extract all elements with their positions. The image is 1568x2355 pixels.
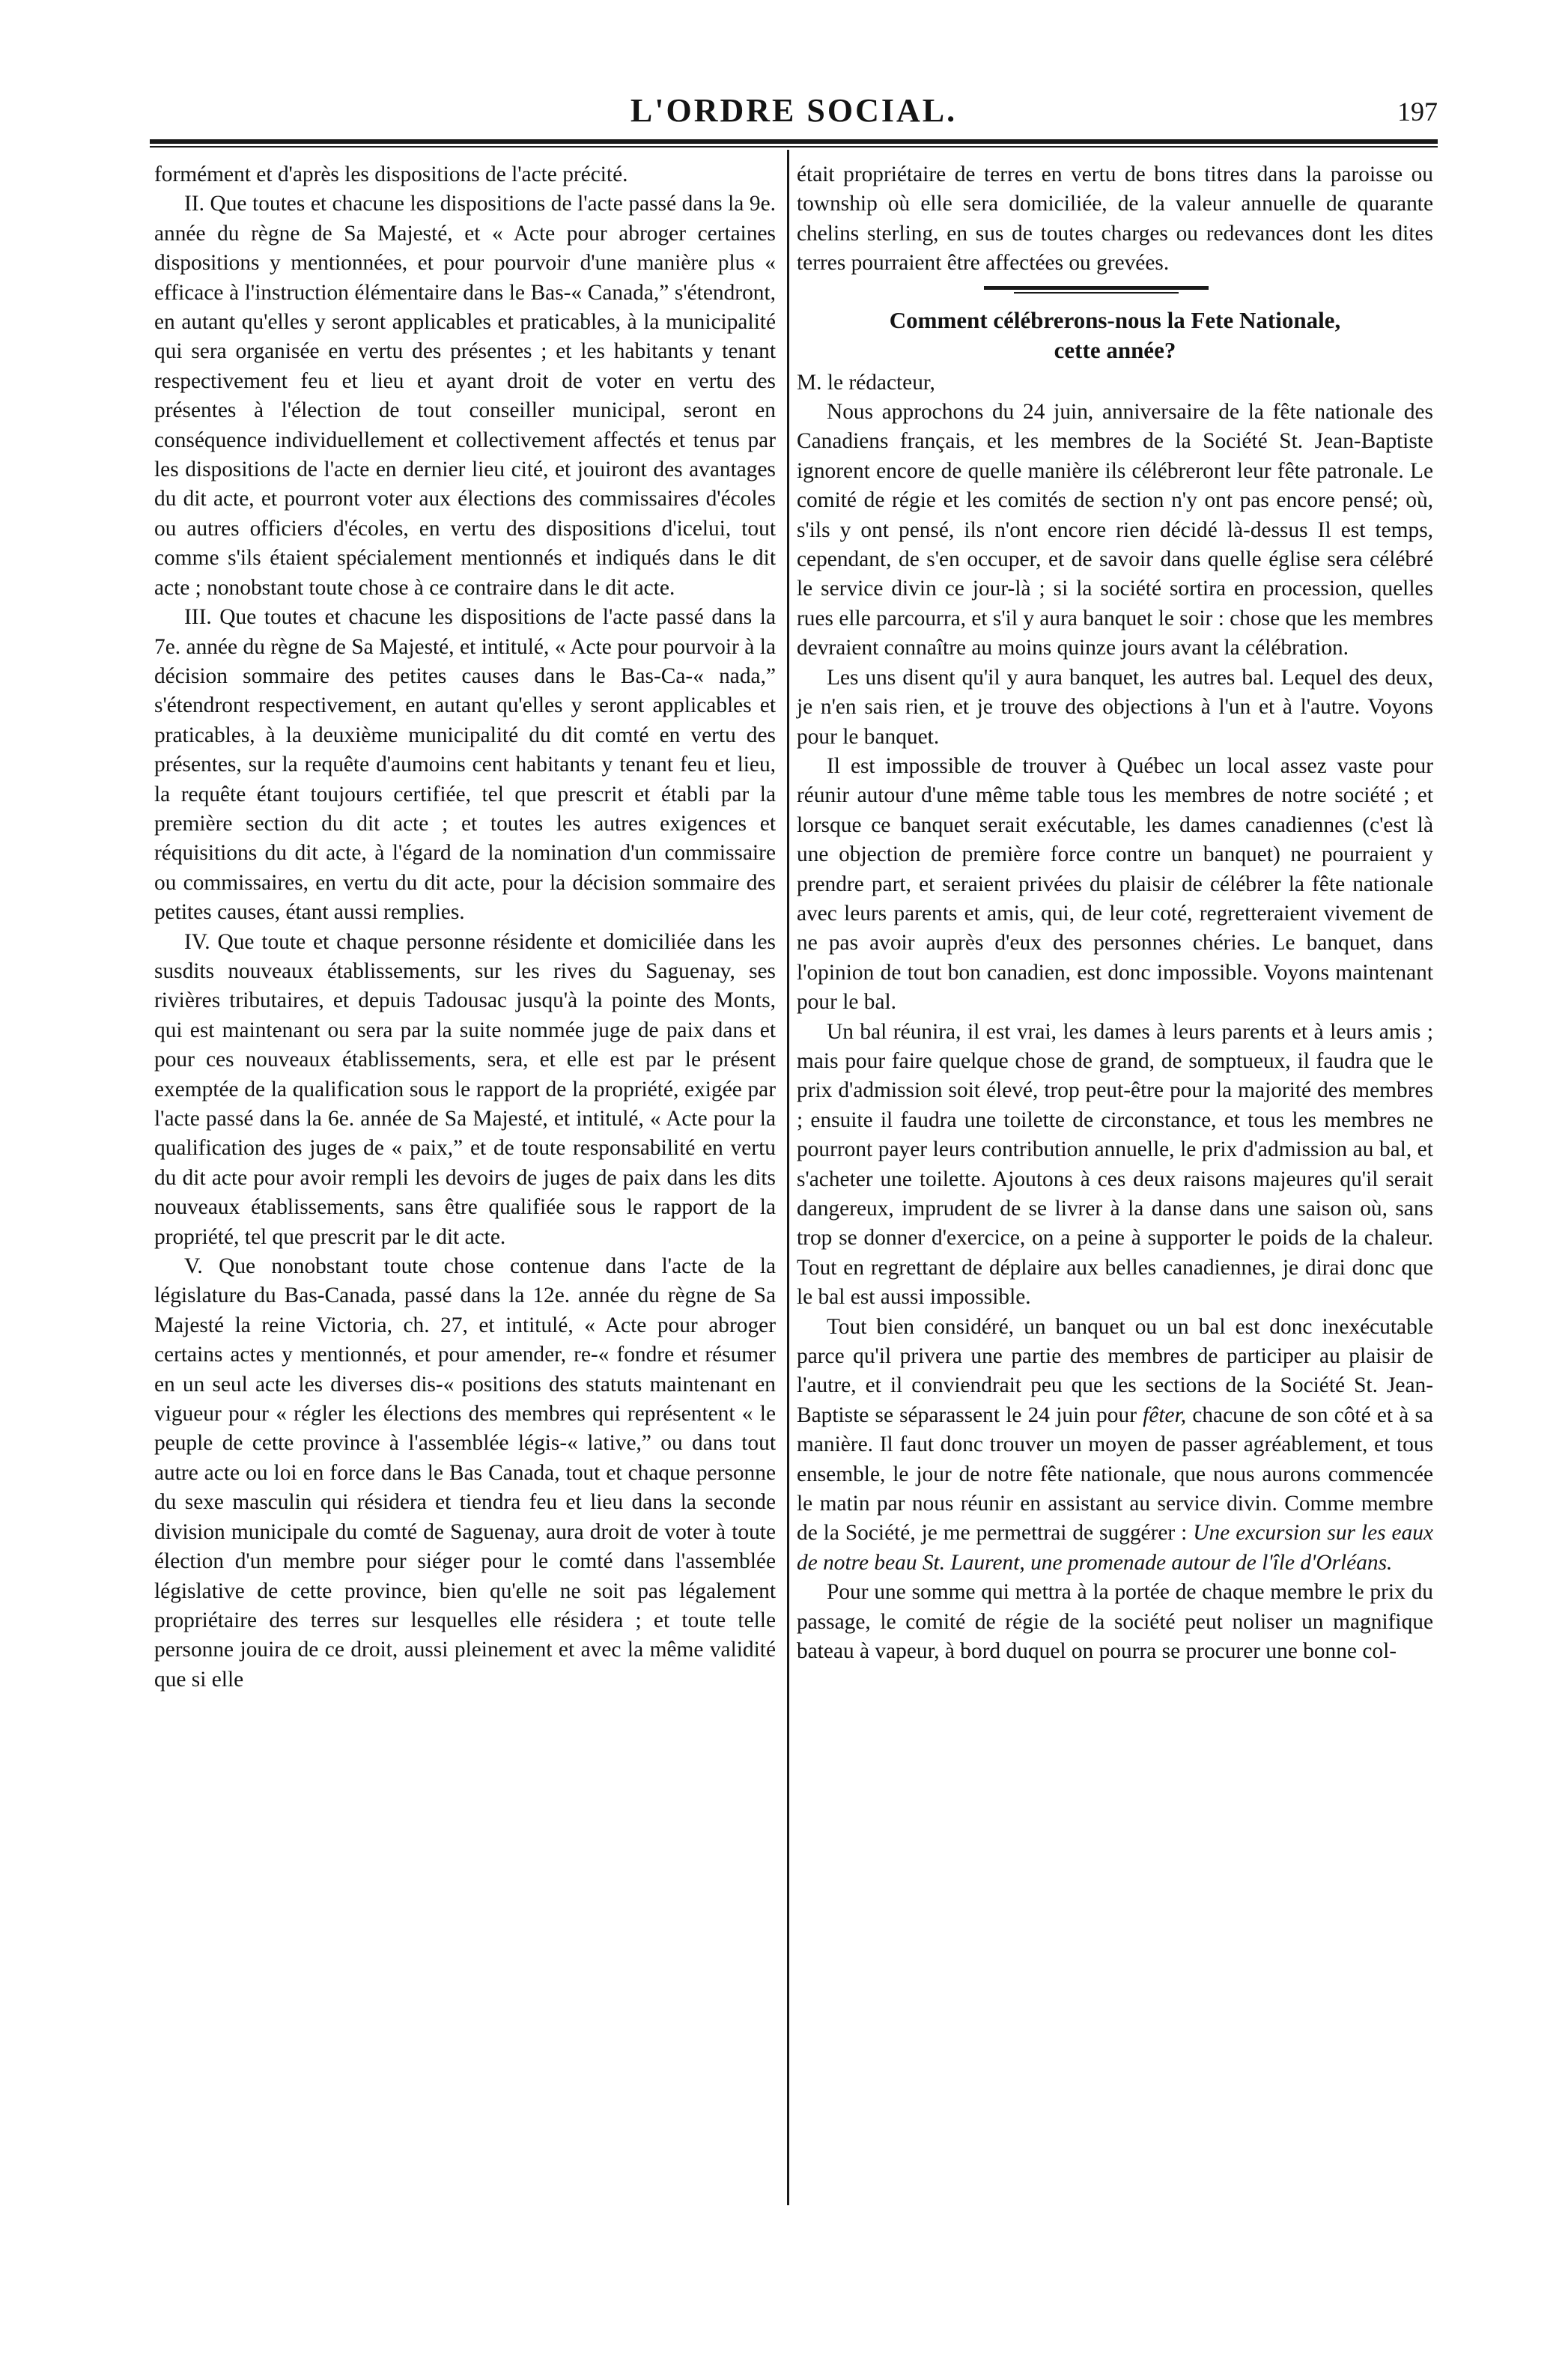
paragraph: était propriétaire de terres en vertu de bons titres dans la paroisse ou township où elle sera domiciliée, de la valeur annuelle de quarante chelins sterling, en sus de toutes charges ou redevances dont les dites terres pourraient être affectées ou grevées. <box>797 162 1433 276</box>
page-header <box>150 91 1438 136</box>
paragraph: Un bal réunira, il est vrai, les dames à leurs parents et à leurs amis ; mais pour faire quelque chose de grand, de somptueux, il faudra que le prix d'admission soit élevé, trop peut-être pour la majorité des membres ; ensuite il faudra une toilette de circonstance, et tous les membres ne pourront payer leurs contribution annuelle, le prix d'admission au bal, et s'acheter une toilette. Ajoutons à ces deux raisons majeures qu'il serait dangereux, imprudent de se livrer à la danse dans une saison où, sans trop se donner d'exercice, on a peine à supporter le poids de la chaleur. Tout en regrettant de déplaire aux belles canadiennes, je dirai donc que le bal est aussi impossible. <box>797 1019 1433 1310</box>
salutation: M. le rédacteur, <box>797 370 935 395</box>
paragraph: Les uns disent qu'il y aura banquet, les autres bal. Lequel des deux, je n'en sais rien, et je trouve des objections à l'un et à l'autre. Voyons pour le banquet. <box>797 665 1433 749</box>
paragraph-text: Tout bien considéré, un banquet ou un bal est donc inexécutable parce qu'il privera une partie des membres de participer au plaisir de l'autre, et il conviendrait peu que les sections de la Société St. Jean-Baptiste se séparassent le 24 juin pour <box>797 1314 1433 1427</box>
italic-suggestion: Une excursion sur les eaux de notre beau St. Laurent, une promenade autour de l'île d'Orléans. <box>797 1521 1433 1575</box>
paragraph: V. Que nonobstant toute chose contenue dans l'acte de la législature du Bas-Canada, passé dans la 12e. année du règne de Sa Majesté la reine Victoria, ch. 27, et intitulé, « Acte pour abroger certains actes y mentionnés, et pour amender, re-« fondre et résumer en un seul acte les diverses dis-« positions des statuts maintenant en vigueur pour « régler les élections des membres qui représentent « le peuple de cette province à l'assemblée légis-« lative,” ou dans tout autre acte ou loi en force dans le Bas Canada, tout et chaque personne du sexe masculin qui résidera et tiendra feu et lieu dans la seconde division municipale du comté de Saguenay, aura droit de voter à toute élection d'un membre pour siéger pour le comté dans l'assemblée législative de cette province, bien qu'elle ne soit pas légalement propriétaire des terres sur lesquelles elle résidera ; et toute telle personne jouira de ce droit, aussi pleinement et avec la même validité que si elle <box>154 1254 776 1692</box>
paragraph-text: chacune de son côté et à sa manière. Il faut donc trouver un moyen de passer agréablement, et tous ensemble, le jour de notre fête nationale, que nous aurons commencée le matin par nous réunir en assistant au service divin. Comme membre de la Société, je me permettrai de suggérer : <box>797 1403 1433 1546</box>
headline-line: cette année? <box>1054 336 1176 363</box>
running-title: L'ORDRE SOCIAL. <box>630 92 958 129</box>
paragraph: II. Que toutes et chacune les dispositions de l'acte passé dans la 9e. année du règne de Sa Majesté, et « Acte pour abroger certaines dispositions y mentionnées, et pour pourvoir d'une manière plus « efficace à l'instruction élémentaire dans le Bas-« Canada,” s'étendront, en autant qu'elles y seront applicables et praticables, à la municipalité qui sera organisée en vertu des présentes ; et les habitants y tenant respectivement feu et lieu et ayant droit de voter en vertu des présentes à l'élection de tout conseiller municipal, seront en conséquence individuellement et collectivement affectés et tenus par les dispositions de l'acte en dernier lieu cité, et jouiront des avantages du dit acte, et pourront voter aux élections des commissaires d'écoles ou autres officiers d'écoles, en vertu des dispositions d'icelui, tout comme s'ils étaient spécialement mentionnés et indiqués dans le dit acte ; nonobstant toute chose à ce contraire dans le dit acte. <box>154 192 776 600</box>
paragraph: Nous approchons du 24 juin, anniversaire de la fête nationale des Canadiens français, et les membres de la Société St. Jean-Baptiste ignorent encore de quelle manière ils célébreront leur fête patronale. Le comité de régie et les comités de section n'y ont pas encore pensé; où, s'ils y ont pensé, ils n'ont encore rien décidé là-dessus Il est temps, cependant, de s'en occuper, et de savoir dans quelle église sera célébré le service divin ce jour-là ; si la société sortira en procession, quelles rues elle parcourra, et s'il y aura banquet le soir : chose que les membres devraient connaître au moins quinze jours avant la célébration. <box>797 400 1433 660</box>
paragraph: Il est impossible de trouver à Québec un local assez vaste pour réunir autour d'une même table tous les membres de notre société ; et lorsque ce banquet serait exécutable, les dames canadiennes (c'est là une objection de première force contre un banquet) ne pourraient y prendre part, et seraient privées du plaisir de célébrer la fête nationale avec leurs parents et amis, qui, de leur coté, regretteraient vivement de ne pas avoir auprès d'eux des personnes chéries. Le banquet, dans l'opinion de tout bon canadien, est donc impossible. Voyons maintenant pour le bal. <box>797 753 1433 1015</box>
header-rule <box>150 139 1438 144</box>
paragraph: III. Que toutes et chacune les dispositions de l'acte passé dans la 7e. année du règne de Sa Majesté, et intitulé, « Acte pour pourvoir à la décision sommaire des petites causes dans le Bas-Ca-« nada,” s'étendront respectivement, en autant qu'elles y seront applicables et praticables, à la deuxième municipalité du dit comté en vertu des présentes, sur la requête d'aumoins cent habitants y tenant feu et lieu, la requête étant toujours certifiée, tel que prescrit et établi par la première section du dit acte ; et toutes les autres exigences et réquisitions du dit acte, à l'égard de la nomination d'un commissaire ou commissaires, en vertu du dit acte, pour la décision sommaire des petites causes, étant aussi remplies. <box>154 605 776 925</box>
headline-line: Comment célébrerons-nous la Fete Nationale, <box>889 306 1341 333</box>
column-divider <box>787 150 789 2205</box>
paragraph <box>797 1313 1433 1578</box>
right-column <box>797 160 1433 1667</box>
header-rule-thin <box>150 146 1438 148</box>
section-separator <box>797 279 1433 301</box>
left-column <box>154 160 776 1695</box>
paragraph: formément et d'après les dispositions de l'acte précité. <box>154 162 628 186</box>
italic-text: fêter, <box>1143 1403 1187 1427</box>
article-headline <box>797 306 1433 365</box>
paragraph: Pour une somme qui mettra à la portée de chaque membre le prix du passage, le comité de régie de la société peut noliser un magnifique bateau à vapeur, à bord duquel on pourra se procurer une bonne col- <box>797 1580 1433 1664</box>
page-number: 197 <box>1397 97 1438 127</box>
paragraph: IV. Que toute et chaque personne résidente et domiciliée dans les susdits nouveaux établissements, sur les rives du Saguenay, ses rivières tributaires, et depuis Tadousac jusqu'à la pointe des Monts, qui est maintenant ou sera par la suite nommée juge de paix dans et pour ces nouveaux établissements, sera, et elle est par le présent exemptée de la qualification sous le rapport de la propriété, exigée par l'acte passé dans la 6e. année de Sa Majesté, et intitulé, « Acte pour la qualification des juges de « paix,” et de toute responsabilité en vertu du dit acte pour avoir rempli les devoirs de juges de paix dans les dits nouveaux établissements, sans être qualifiée sous le rapport de la propriété, tel que prescrit par le dit acte. <box>154 929 776 1249</box>
